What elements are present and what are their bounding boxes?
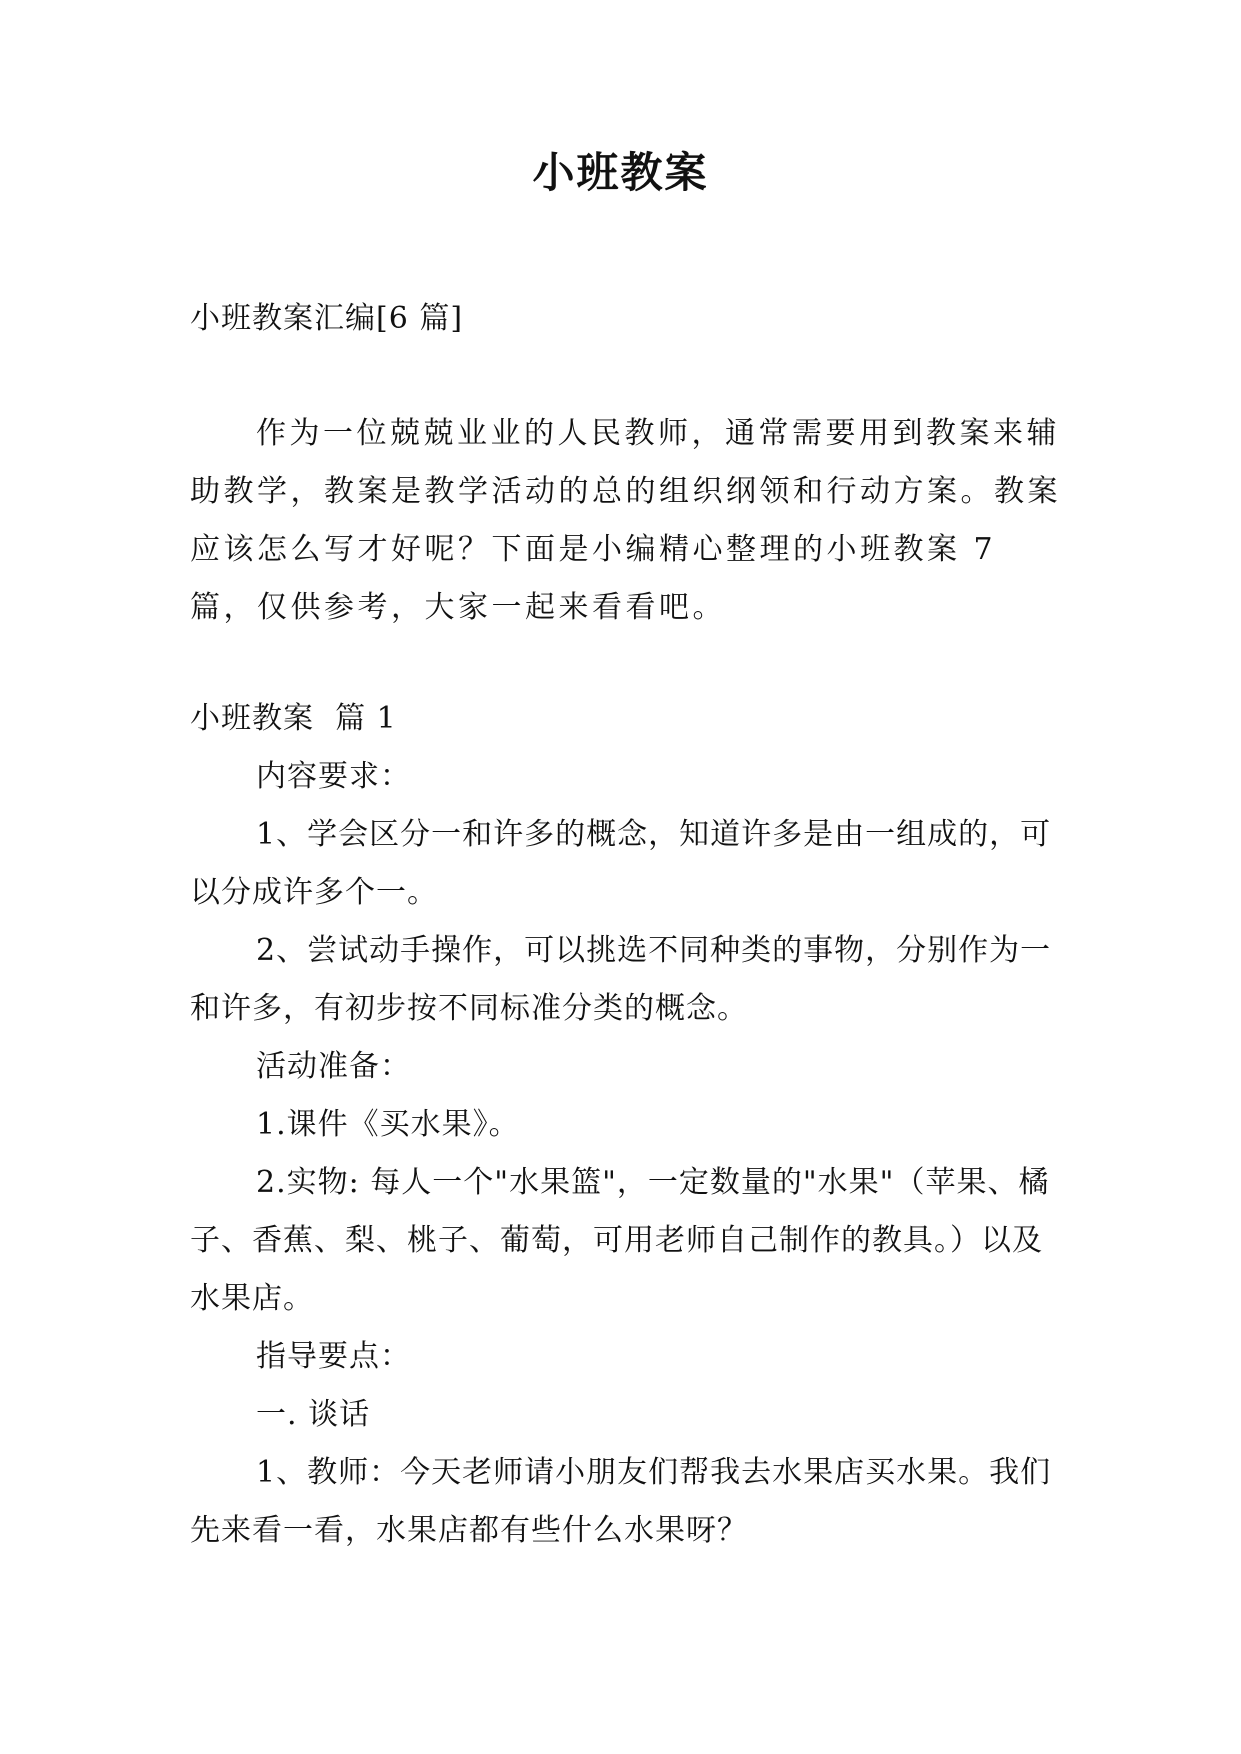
subtitle-text: 小班教案汇编[6 篇] xyxy=(190,301,464,336)
paragraph-requirement-1: 1、学会区分一和许多的概念，知道许多是由一组成的，可以分成许多个一。 xyxy=(190,817,1052,910)
paragraph-requirement-2: 2、尝试动手操作，可以挑选不同种类的事物，分别作为一和许多，有初步按不同标准分类的概念。 xyxy=(190,933,1052,1026)
intro-text: 作为一位兢兢业业的人民教师，通常需要用到教案来辅助教学，教案是教学活动的总的组织纲领和行动方案。教案应该怎么写才好呢？下面是小编精心整理的小班教案 7 篇，仅供参考，大家一起来看看吧。 xyxy=(190,416,1061,625)
paragraph-teacher: 1、教师：今天老师请小朋友们帮我去水果店买水果。我们先来看一看，水果店都有些什么水果呀？ xyxy=(190,1455,1052,1548)
section-1 xyxy=(190,690,1070,1560)
section-heading: 小班教案 篇 1 xyxy=(190,701,397,736)
intro-paragraph xyxy=(190,405,1070,637)
paragraph-content-requirements: 内容要求： xyxy=(256,759,411,794)
paragraph-talk: 一. 谈话 xyxy=(256,1397,371,1432)
paragraph-prep-1: 1.课件《买水果》。 xyxy=(256,1107,520,1142)
paragraph-prep-2: 2.实物: 每人一个"水果篮"，一定数量的"水果"（苹果、橘子、香蕉、梨、桃子、葡萄，可用老师自己制作的教具。）以及水果店。 xyxy=(190,1165,1050,1316)
document-subtitle xyxy=(190,290,1070,348)
document-title: 小班教案 xyxy=(532,148,709,197)
paragraph-guidance: 指导要点： xyxy=(256,1339,411,1374)
paragraph-activity-prep: 活动准备： xyxy=(256,1049,411,1084)
